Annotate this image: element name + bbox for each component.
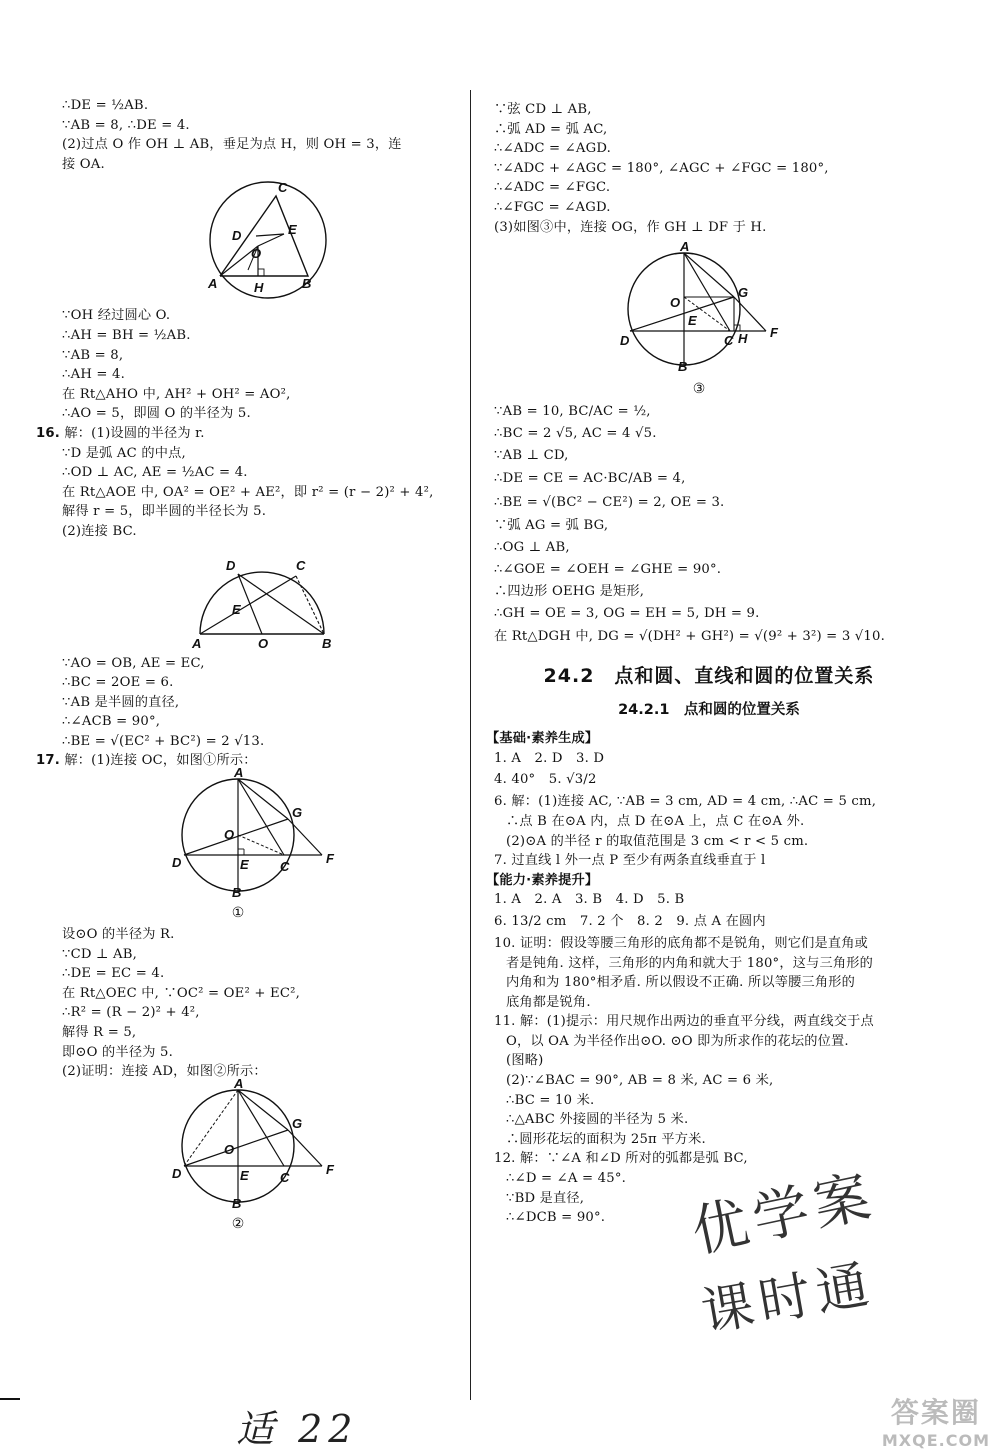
answer-line: 6. 13/2 cm 7. 2 个 8. 2 9. 点 A 在圆内 xyxy=(494,913,766,929)
answer-line: 内角和为 180°相矛盾. 所以假设不正确. 所以等腰三角形的 xyxy=(506,975,856,991)
figure-semicircle xyxy=(62,544,454,650)
figure-circle-2 xyxy=(62,1075,454,1212)
text-line: 在 Rt△DGH 中, DG = √(DH² + GH²) = √(9² + 3²) = 3 √10. xyxy=(494,629,885,645)
point-label: D xyxy=(172,1165,182,1181)
text-line: 解得 R = 5, xyxy=(62,1025,137,1041)
text-line: ∵∠ADC + ∠AGC = 180°, ∠AGC + ∠FGC = 180°, xyxy=(494,160,829,176)
text-line: ∴∠ADC = ∠AGD. xyxy=(494,141,612,157)
text-line: 在 Rt△AOE 中, OA² = OE² + AE²，即 r² = (r − 2)² + 4², xyxy=(62,484,434,500)
answer-line: 10. 证明：假设等腰三角形的底角都不是锐角，则它们是直角或 xyxy=(494,935,869,951)
point-label: O xyxy=(224,827,235,843)
ability-header: 【能力·素养提升】 xyxy=(486,872,599,888)
point-label: E xyxy=(688,313,697,329)
point-label: O xyxy=(258,635,269,651)
figure-3-svg xyxy=(62,773,454,901)
figure-number: ① xyxy=(231,905,245,922)
answer-line: ∴BC = 10 米. xyxy=(506,1092,595,1108)
question-number: 16. xyxy=(36,425,60,441)
brand-stamp-line1: 优学案 xyxy=(686,1163,882,1266)
point-label: A xyxy=(234,765,244,781)
point-label: C xyxy=(724,333,734,349)
text-line: 接 OA. xyxy=(62,156,105,172)
figure-circle-3 xyxy=(494,239,924,377)
figure-2-svg xyxy=(62,544,454,650)
text-line: ∴BC = 2OE = 6. xyxy=(62,675,174,691)
watermark-line2: MXQE.COM xyxy=(881,1431,990,1450)
right-column xyxy=(486,100,924,1228)
point-label: G xyxy=(292,805,303,821)
text-line: ∵弦 CD ⊥ AB, xyxy=(494,102,592,117)
answer-line: (2)⊙A 的半径 r 的取值范围是 3 cm < r < 5 cm. xyxy=(506,833,809,849)
point-label: G xyxy=(738,285,749,301)
text-line: ∴∠FGC = ∠AGD. xyxy=(494,199,611,215)
text-line: ∴DE = EC = 4. xyxy=(62,966,165,982)
text-line: ∴OD ⊥ AC, AE = ½AC = 4. xyxy=(62,465,248,481)
subsection-title: 24.2.1 点和圆的位置关系 xyxy=(618,702,800,719)
point-label: B xyxy=(322,635,332,651)
point-label: E xyxy=(240,857,249,873)
column-divider xyxy=(470,90,471,1400)
point-label: H xyxy=(254,280,264,296)
watermark xyxy=(882,1391,990,1450)
text-line: 在 Rt△OEC 中, ∵OC² = OE² + EC², xyxy=(62,985,301,1001)
answer-line: 6. 解：(1)连接 AC, ∵AB = 3 cm, AD = 4 cm, ∴AC = 5 cm, xyxy=(494,794,877,810)
text-line: ∵AB = 8, ∴DE = 4. xyxy=(62,117,190,133)
answer-line: 11. 解：(1)提示：用尺规作出两边的垂直平分线，两直线交于点 xyxy=(494,1014,874,1030)
text-line: ∴AO = 5，即圆 O 的半径为 5. xyxy=(62,406,251,422)
point-label: B xyxy=(232,885,242,901)
section-title: 24.2 点和圆、直线和圆的位置关系 xyxy=(543,665,875,688)
question-16 xyxy=(36,424,454,444)
point-label: F xyxy=(326,1161,334,1177)
answer-line: O，以 OA 为半径作出⊙O. ⊙O 即为所求作的花坛的位置. xyxy=(506,1033,849,1049)
point-label: E xyxy=(240,1167,249,1183)
text-line: ∴四边形 OEHG 是矩形, xyxy=(494,584,645,600)
point-label: O xyxy=(224,1141,235,1157)
answer-line: ∴∠D = ∠A = 45°. xyxy=(506,1171,627,1187)
point-label: A xyxy=(680,239,690,255)
answer-line: 1. A 2. D 3. D xyxy=(494,750,605,766)
point-label: C xyxy=(280,859,290,875)
text-line: ∴∠ADC = ∠FGC. xyxy=(494,180,611,196)
point-label: C xyxy=(278,180,288,196)
text-line: ∵CD ⊥ AB, xyxy=(62,946,138,962)
text-line: (2)连接 BC. xyxy=(62,523,137,539)
text-line: 解：(1)连接 OC，如图①所示： xyxy=(64,753,257,769)
text-line: ∴BE = √(BC² − CE²) = 2, OE = 3. xyxy=(494,495,725,511)
handwritten-page-number: 适 22 xyxy=(236,1407,359,1451)
point-label: D xyxy=(232,228,242,244)
text-line: ∴GH = OE = 3, OG = EH = 5, DH = 9. xyxy=(494,606,760,622)
point-label: E xyxy=(232,601,241,617)
point-label: F xyxy=(326,851,334,867)
text-line: ∴弧 AD = 弧 AC, xyxy=(494,121,608,137)
point-label: A xyxy=(234,1075,244,1091)
text-line: 设⊙O 的半径为 R. xyxy=(62,927,175,943)
answer-line: 底角都是锐角. xyxy=(506,994,591,1010)
point-label: B xyxy=(302,276,312,292)
text-line: ∵AB = 10, BC/AC = ½, xyxy=(494,404,651,420)
text-line: ∴DE = CE = AC·BC/AB = 4, xyxy=(494,471,686,487)
point-label: D xyxy=(620,333,630,349)
point-label: B xyxy=(232,1195,242,1211)
answer-line: (2)∵∠BAC = 90°, AB = 8 米, AC = 6 米, xyxy=(506,1073,774,1089)
answer-line: ∴△ABC 外接圆的半径为 5 米. xyxy=(506,1112,689,1128)
point-label: A xyxy=(208,276,218,292)
figure-5-svg xyxy=(494,239,924,377)
text-line: ∵AB 是半圆的直径, xyxy=(62,694,180,710)
point-label: O xyxy=(251,246,262,262)
answer-line: ∴∠DCB = 90°. xyxy=(506,1210,606,1226)
point-label: A xyxy=(192,635,202,651)
point-label: D xyxy=(172,855,182,871)
watermark-line1: 答案圈 xyxy=(890,1396,981,1429)
figure-circle-1 xyxy=(62,765,454,901)
text-line: (2)证明：连接 AD，如图②所示： xyxy=(62,1064,267,1080)
text-line: 解得 r = 5，即半圆的半径长为 5. xyxy=(62,504,267,520)
text-line: ∵AB = 8, xyxy=(62,347,124,363)
answer-line: ∵BD 是直径, xyxy=(506,1190,585,1206)
answer-line: 1. A 2. A 3. B 4. D 5. B xyxy=(494,892,685,908)
point-label: D xyxy=(226,557,236,573)
text-line: (2)过点 O 作 OH ⊥ AB，垂足为点 H，则 OH = 3，连 xyxy=(62,137,402,153)
figure-number: ② xyxy=(231,1215,245,1232)
answer-line: 4. 40° 5. √3/2 xyxy=(494,772,597,788)
point-label: B xyxy=(678,359,688,375)
answer-line: (图略) xyxy=(506,1053,544,1069)
answer-line: 者是钝角. 这样，三角形的内角和就大于 180°，这与三角形的 xyxy=(506,955,874,971)
text-line: 即⊙O 的半径为 5. xyxy=(62,1044,173,1060)
text-line: ∴∠GOE = ∠OEH = ∠GHE = 90°. xyxy=(494,562,722,578)
text-line: 解：(1)设圆的半径为 r. xyxy=(64,425,205,441)
point-label: H xyxy=(738,331,748,347)
question-17 xyxy=(36,751,454,771)
answer-line: ∴圆形花坛的面积为 25π 平方米. xyxy=(506,1131,706,1147)
figure-number: ③ xyxy=(692,381,706,398)
brand-stamp-line2: 课时通 xyxy=(697,1254,879,1344)
text-line: ∴R² = (R − 2)² + 4², xyxy=(62,1005,200,1021)
point-label: C xyxy=(296,557,306,573)
left-column xyxy=(36,96,454,1236)
text-line: ∴AH = 4. xyxy=(62,367,126,383)
point-label: C xyxy=(280,1169,290,1185)
figure-4-svg xyxy=(62,1084,454,1212)
answer-line: 12. 解：∵∠A 和∠D 所对的弧都是弧 BC, xyxy=(494,1151,748,1167)
text-line: 在 Rt△AHO 中, AH² + OH² = AO², xyxy=(62,386,291,402)
point-label: E xyxy=(288,222,297,238)
text-line: ∴OG ⊥ AB, xyxy=(494,540,570,556)
text-line: (3)如图③中，连接 OG，作 GH ⊥ DF 于 H. xyxy=(494,219,767,235)
text-line: ∵OH 经过圆心 O. xyxy=(62,308,171,324)
answer-line: 7. 过直线 l 外一点 P 至少有两条直线垂直于 l xyxy=(494,853,766,869)
text-line: ∴AH = BH = ½AB. xyxy=(62,327,191,343)
point-label: G xyxy=(292,1115,303,1131)
text-line: ∴∠ACB = 90°, xyxy=(62,714,161,730)
text-line: ∴BC = 2 √5, AC = 4 √5. xyxy=(494,426,657,442)
page-edge-mark xyxy=(0,1398,20,1408)
question-number: 17. xyxy=(36,753,60,769)
figure-circle-triangle xyxy=(62,176,454,302)
text-line: ∴BE = √(EC² + BC²) = 2 √13. xyxy=(62,733,265,749)
basic-header: 【基础·素养生成】 xyxy=(486,731,599,747)
text-line: ∵弧 AG = 弧 BG, xyxy=(494,518,609,534)
text-line: ∵AO = OB, AE = EC, xyxy=(62,655,205,671)
text-line: ∵AB ⊥ CD, xyxy=(494,448,569,464)
answer-line: ∴点 B 在⊙A 内，点 D 在⊙A 上，点 C 在⊙A 外. xyxy=(506,813,805,829)
text-line: ∵D 是弧 AC 的中点, xyxy=(62,445,186,461)
text-line: ∴DE = ½AB. xyxy=(62,98,149,113)
point-label: F xyxy=(770,325,778,341)
point-label: O xyxy=(670,295,681,311)
